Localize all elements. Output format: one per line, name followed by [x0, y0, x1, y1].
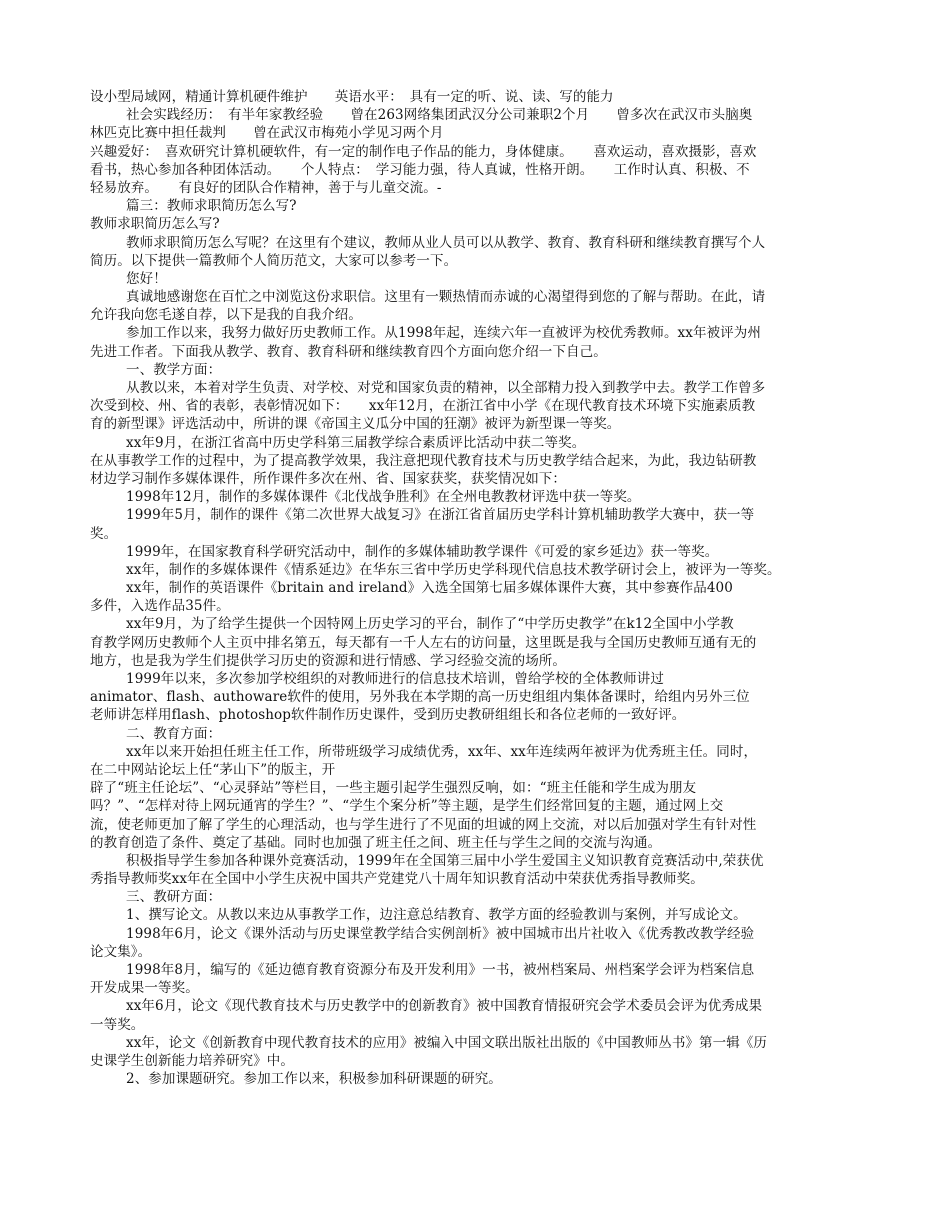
text-line: 设小型局域网，精通计算机硬件维护 英语水平： 具有一定的听、说、读、写的能力	[90, 89, 614, 105]
text-line: 流，使老师更加了解了学生的心理活动，也与学生进行了不见面的坦诚的网上交流，对以后加强对学生有针对性	[90, 816, 757, 833]
text-line: xx年，论文《创新教育中现代教育技术的应用》被编入中国文联出版社出版的《中国教师丛书》第一辑《历	[126, 1034, 768, 1051]
text-line: 奖。	[90, 525, 118, 542]
text-line: 在二中网站论坛上任“茅山下”的版主，开	[90, 761, 336, 778]
text-line: 二、教育方面：	[126, 725, 222, 742]
text-line: 育的新型课》评选活动中，所讲的课《帝国主义瓜分中国的狂潮》被评为新型课一等奖。	[90, 416, 621, 433]
text-line: 1998年6月，论文《课外活动与历史课堂教学结合实例剖析》被中国城市出片社收入《优秀教改教学经验	[126, 925, 755, 942]
text-line: 真诚地感谢您在百忙之中浏览这份求职信。这里有一颗热情而赤诚的心渴望得到您的了解与帮助。在此，请	[126, 289, 766, 306]
text-line: 篇三：教师求职简历怎么写?	[126, 198, 297, 215]
text-line: xx年，制作的多媒体课件《情系延边》在华东三省中学历史学科现代信息技术教学研讨会上，被评为一等奖。	[126, 561, 781, 578]
text-line: 教师求职简历怎么写?	[90, 216, 220, 233]
text-line: 的教育创造了条件、奠定了基础。同时也加强了班主任之间、班主任与学生之间的交流与沟通。	[90, 834, 662, 851]
text-line: 社会实践经历： 有半年家教经验 曾在263网络集团武汉分公司兼职2个月 曾多次在武汉市头脑奥	[126, 107, 753, 124]
text-line: xx年6月，论文《现代教育技术与历史教学中的创新教育》被中国教育情报研究会学术委员会评为优秀成果	[126, 998, 763, 1015]
text-line: xx年9月，为了给学生提供一个因特网上历史学习的平台，制作了“中学历史教学”在k12全国中小学教	[126, 616, 734, 633]
text-line: 老师讲怎样用flash、photoshop软件制作历史课件，受到历史教研组组长和各位老师的一致好评。	[90, 707, 686, 724]
text-line: 参加工作以来，我努力做好历史教师工作。从1998年起，连续六年一直被评为校优秀教师。xx年被评为州	[126, 325, 761, 342]
text-line: 秀指导教师奖xx年在全国中小学生庆祝中国共产党建党八十周年知识教育活动中荣获优秀指导教师奖。	[90, 871, 704, 888]
text-line: 次受到校、州、省的表彰，表彰情况如下： xx年12月，在浙江省中小学《在现代教育技术环境下实施素质教	[90, 398, 756, 415]
text-line: 吗？”、“怎样对待上网玩通宵的学生？”、“学生个案分析”等主题，是学生们经常回复的主题，通过网上交	[90, 798, 724, 815]
document-page	[90, 88, 860, 1088]
text-line: 1998年12月，制作的多媒体课件《北伐战争胜利》在全州电教教材评选中获一等奖。	[126, 489, 641, 506]
text-line: 材边学习制作多媒体课件，所作课件多次在州、省、国家获奖，获奖情况如下：	[90, 470, 566, 487]
text-line: 允许我向您毛遂自荐，以下是我的自我介绍。	[90, 307, 362, 324]
text-line: 多件，入选作品35件。	[90, 598, 230, 615]
text-line: 1999年以来，多次参加学校组织的对教师进行的信息技术培训，曾给学校的全体教师讲过	[126, 671, 664, 687]
text-line: 您好！	[126, 270, 167, 287]
text-line: 兴趣爱好： 喜欢研究计算机硬软件，有一定的制作电子作品的能力，身体健康。 喜欢运动，喜欢摄影，喜欢	[90, 143, 757, 160]
text-line: 三、教研方面：	[126, 889, 222, 906]
text-line: 从教以来，本着对学生负责、对学校、对党和国家负责的精神，以全部精力投入到教学中去。教学工作曾多	[126, 380, 766, 396]
text-line: animator、flash、authoware软件的使用，另外我在本学期的高一历史组组内集体备课时，给组内另外三位	[90, 689, 750, 706]
text-line: xx年，制作的英语课件《britain and ireland》入选全国第七届多媒体课件大赛，其中参赛作品400	[126, 580, 733, 597]
text-line: 先进工作者。下面我从教学、教育、教育科研和继续教育四个方面向您介绍一下自己。	[90, 343, 607, 360]
text-line: xx年以来开始担任班主任工作，所带班级学习成绩优秀，xx年、xx年连续两年被评为优秀班主任。同时，	[126, 743, 758, 760]
text-line: 一、教学方面：	[126, 361, 222, 378]
text-line: 1999年5月，制作的课件《第二次世界大战复习》在浙江省首届历史学科计算机辅助教学大赛中，获一等	[126, 507, 755, 524]
text-line: 看书，热心参加各种团体活动。 个人特点： 学习能力强，待人真诚，性格开朗。 工作时认真、积极、不	[90, 161, 750, 178]
text-line: 育教学网历史教师个人主页中排名第五，每天都有一千人左右的访问量，这里既是我与全国历史教师互通有无的	[90, 634, 757, 651]
text-line: 辟了“班主任论坛”、“心灵驿站”等栏目，一些主题引起学生强烈反响，如：“班主任能和学生成为朋友	[90, 780, 697, 797]
text-line: 2、参加课题研究。参加工作以来，积极参加科研课题的研究。	[126, 1071, 502, 1088]
text-line: 轻易放弃。 有良好的团队合作精神，善于与儿童交流。-	[90, 179, 442, 196]
text-line: 开发成果一等奖。	[90, 980, 199, 997]
text-line: 林匹克比赛中担任裁判 曾在武汉市梅苑小学见习两个月	[90, 125, 444, 142]
text-line: 史课学生创新能力培养研究》中。	[90, 1052, 294, 1069]
text-line: 教师求职简历怎么写呢？在这里有个建议，教师从业人员可以从教学、教育、教育科研和继续教育撰写个人	[126, 234, 766, 251]
text-line: xx年9月，在浙江省高中历史学科第三届教学综合素质评比活动中获二等奖。	[126, 434, 586, 451]
text-line: 论文集》。	[90, 943, 152, 960]
text-line: 一等奖。	[90, 1016, 145, 1033]
text-line: 1998年8月，编写的《延边德育教育资源分布及开发利用》一书，被州档案局、州档案学会评为档案信息	[126, 962, 755, 978]
text-line: 简历。以下提供一篇教师个人简历范文，大家可以参考一下。	[90, 252, 458, 269]
text-line: 1999年，在国家教育科学研究活动中，制作的多媒体辅助教学课件《可爱的家乡延边》获一等奖。	[126, 543, 719, 560]
text-line: 在从事教学工作的过程中，为了提高教学效果，我注意把现代教育技术与历史教学结合起来，为此，我边钻研教	[90, 452, 757, 469]
text-line: 地方，也是我为学生们提供学习历史的资源和进行情感、学习经验交流的场所。	[90, 652, 566, 669]
text-line: 积极指导学生参加各种课外竞赛活动，1999年在全国第三届中小学生爱国主义知识教育竞赛活动中,荣获优	[126, 852, 764, 869]
text-line: 1、撰写论文。从教以来边从事教学工作，边注意总结教育、教学方面的经验教训与案例，并写成论文。	[126, 907, 747, 924]
